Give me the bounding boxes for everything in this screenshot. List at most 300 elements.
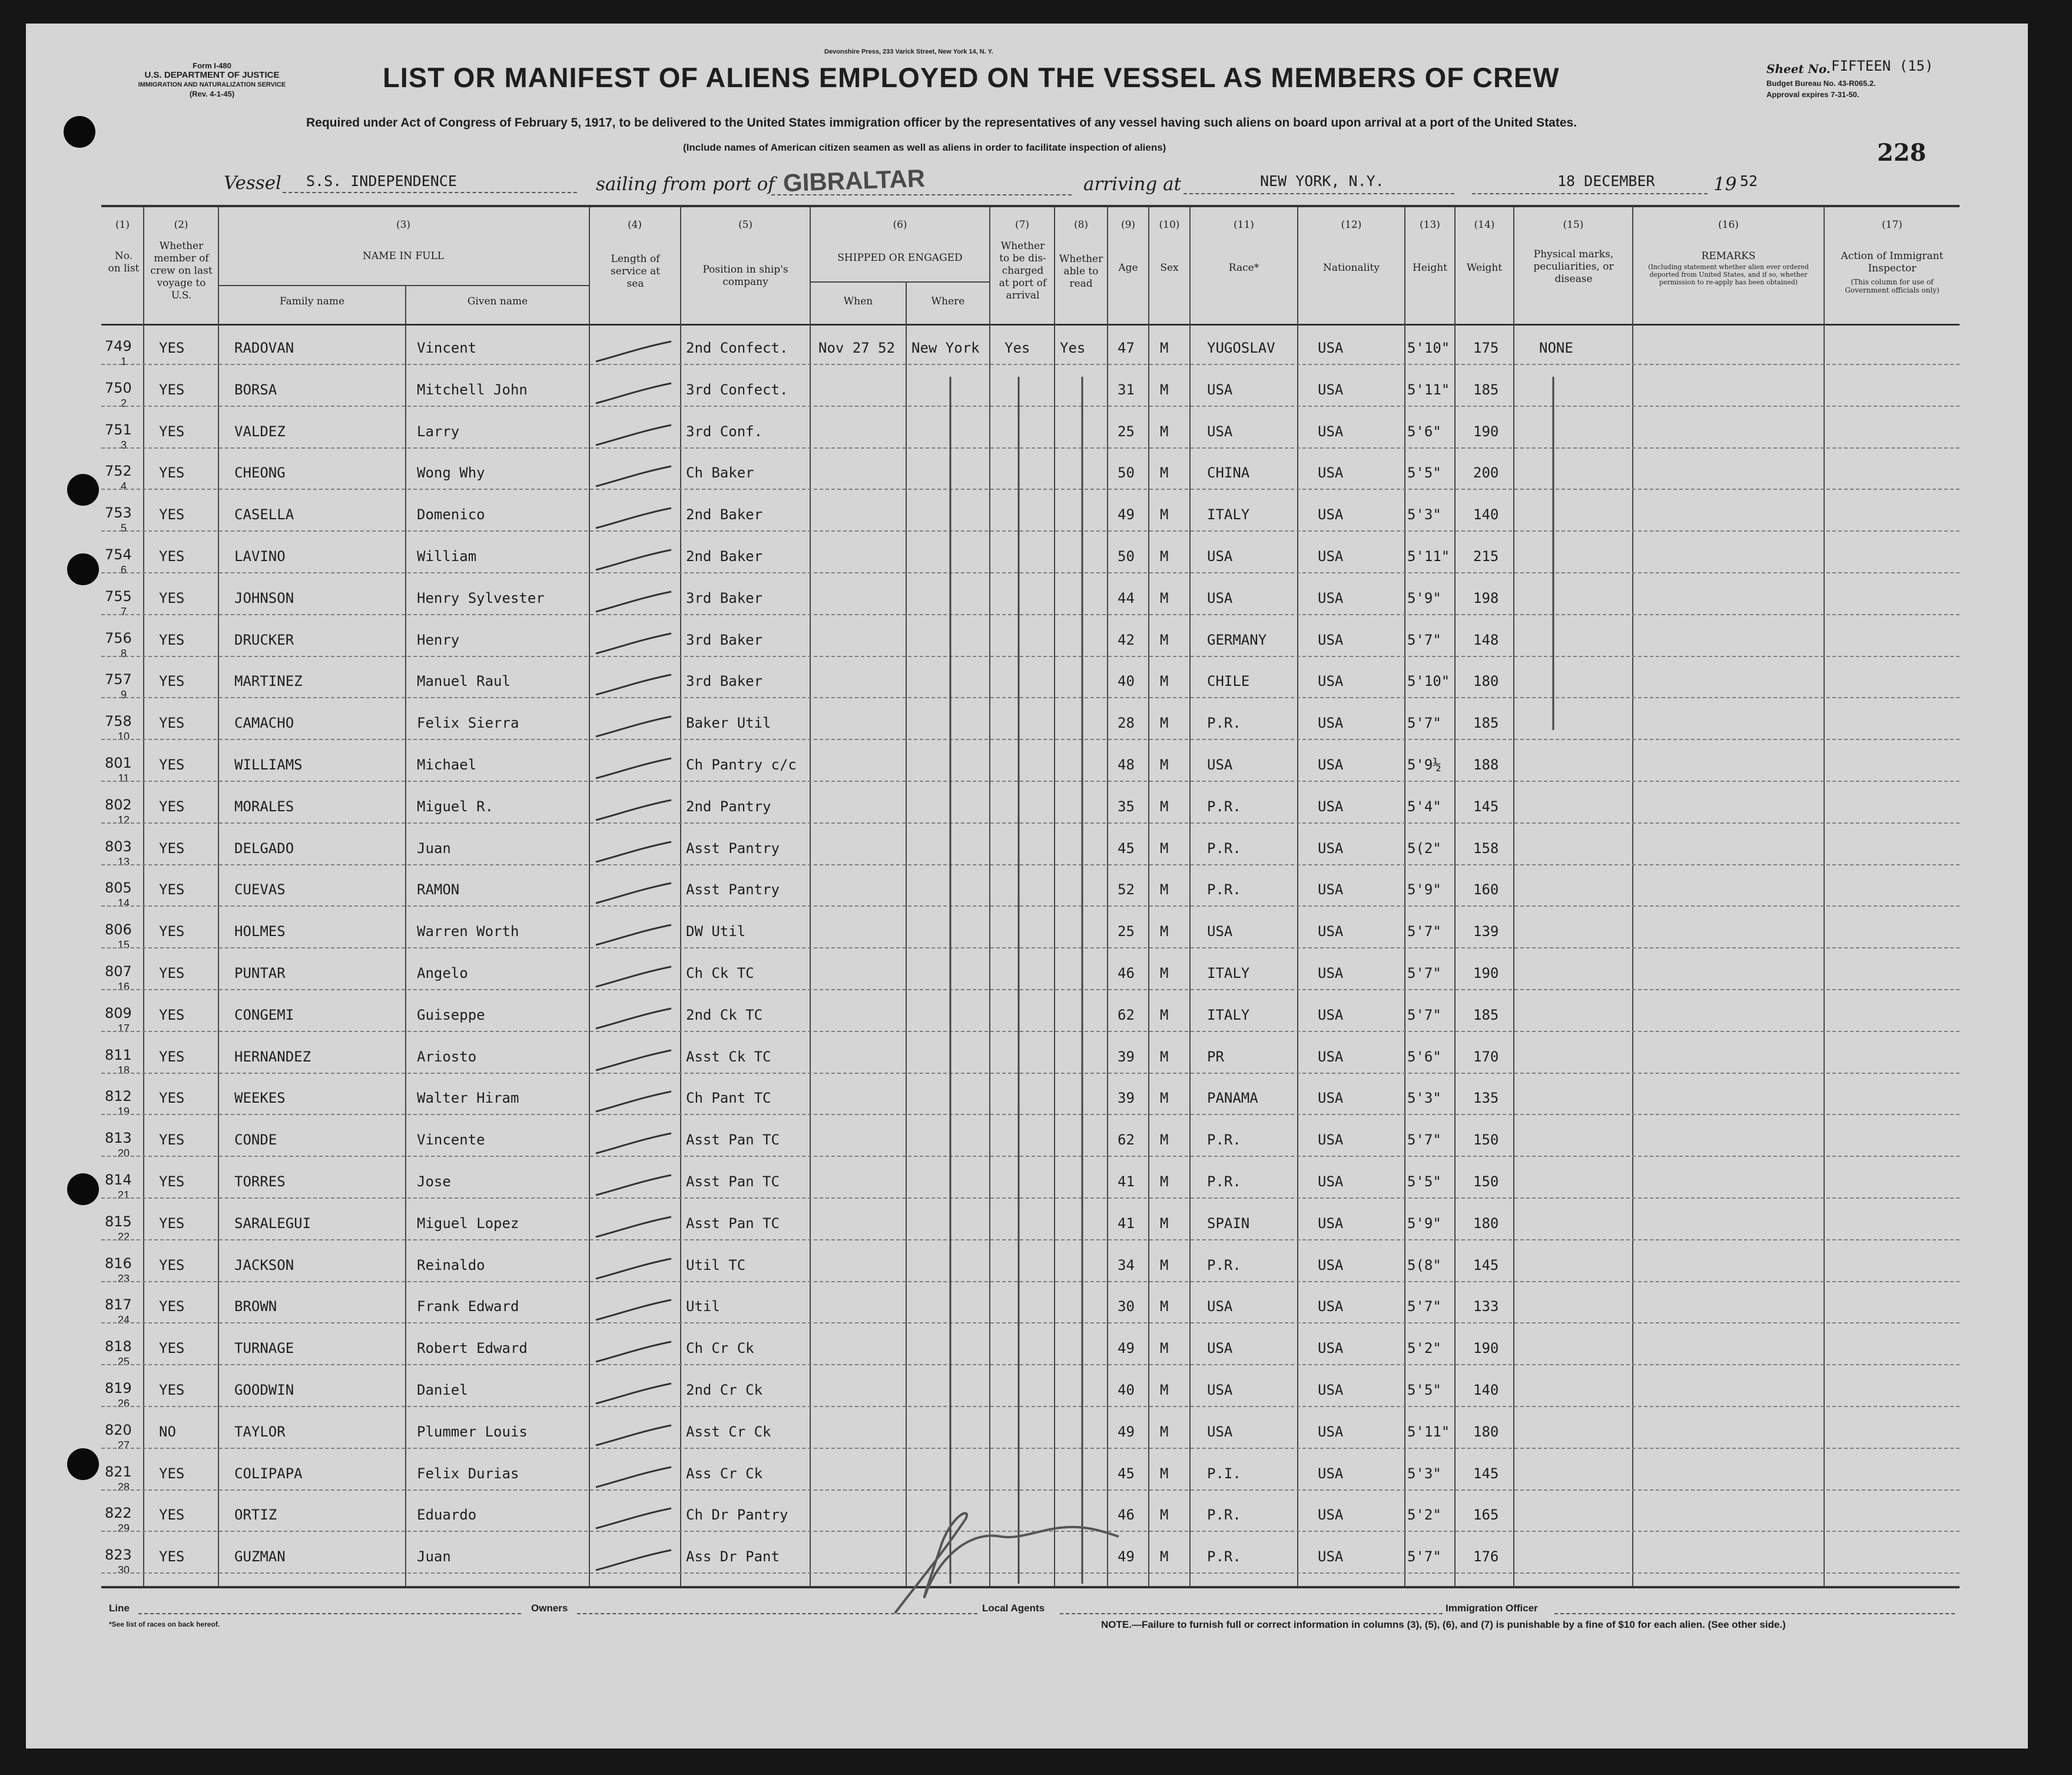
height: 5'3" [1407, 1465, 1441, 1482]
given-name: Vincent [417, 340, 477, 356]
given-name: Mitchell John [417, 381, 528, 398]
position: Ass Dr Pant [686, 1548, 780, 1565]
position: Ch Ck TC [686, 965, 754, 981]
sex: M [1160, 1257, 1169, 1273]
race: USA [1207, 381, 1233, 398]
service-stroke [596, 1050, 671, 1070]
sex: M [1160, 1215, 1169, 1232]
service-stroke [596, 967, 671, 987]
given-name: Manuel Raul [417, 673, 510, 689]
age: 45 [1118, 840, 1135, 857]
position: Ass Cr Ck [686, 1465, 763, 1482]
age: 42 [1118, 632, 1135, 648]
nationality: USA [1318, 798, 1344, 815]
weight: 148 [1473, 632, 1499, 648]
crew-last-voyage: YES [159, 1090, 185, 1106]
age: 39 [1118, 1049, 1135, 1065]
position: Ch Cr Ck [686, 1340, 754, 1356]
family-name: WILLIAMS [234, 757, 303, 773]
height: 5'7" [1407, 965, 1441, 981]
given-name: Warren Worth [417, 923, 519, 940]
nationality: USA [1318, 1049, 1344, 1065]
line-number: 14 [117, 897, 130, 909]
family-name: CAMACHO [234, 715, 294, 731]
age: 50 [1118, 548, 1135, 565]
position: Asst Pan TC [686, 1173, 780, 1190]
sex: M [1160, 1049, 1169, 1065]
arrival-port: NEW YORK, N.Y. [1260, 172, 1384, 190]
line-number: 25 [117, 1356, 130, 1368]
height: 5'9½ [1407, 757, 1441, 773]
list-number: 806 [105, 921, 132, 938]
race: CHILE [1207, 673, 1250, 689]
sex: M [1160, 1090, 1169, 1106]
line-number: 8 [120, 648, 127, 659]
height: 5'7" [1407, 1548, 1441, 1565]
service-stroke [596, 341, 671, 361]
position: Asst Ck TC [686, 1049, 771, 1065]
header-no-on-list: No. on list [108, 250, 140, 274]
race: P.R. [1207, 1132, 1241, 1148]
list-number: 811 [105, 1047, 132, 1063]
service-stroke [596, 1217, 671, 1237]
sex: M [1160, 465, 1169, 481]
year: 52 [1740, 172, 1758, 190]
weight: 133 [1473, 1298, 1499, 1315]
col-num: (4) [627, 219, 642, 231]
line-number: 29 [117, 1522, 130, 1534]
position: 2nd Ck TC [686, 1007, 763, 1023]
position: 3rd Baker [686, 673, 763, 689]
height: 5'9" [1407, 1215, 1441, 1232]
sex: M [1160, 1465, 1169, 1482]
list-number: 823 [105, 1547, 132, 1563]
age: 41 [1118, 1215, 1135, 1232]
crew-last-voyage: YES [159, 1382, 185, 1398]
sex: M [1160, 381, 1169, 398]
revision: (Rev. 4-1-45) [189, 89, 235, 98]
nationality: USA [1318, 632, 1344, 648]
header-position: Position in ship's company [702, 264, 788, 288]
col-num: (5) [738, 219, 753, 231]
position: Ch Pant TC [686, 1090, 771, 1106]
weight: 145 [1473, 798, 1499, 815]
race-footnote: *See list of races on back hereof. [109, 1620, 220, 1628]
race: P.R. [1207, 881, 1241, 898]
height: 5'7" [1407, 632, 1441, 648]
position: 2nd Cr Ck [686, 1382, 763, 1398]
col-num: (15) [1563, 219, 1584, 231]
header-sex: Sex [1160, 262, 1179, 274]
crew-last-voyage: YES [159, 1548, 185, 1565]
crew-last-voyage: YES [159, 506, 185, 523]
line-number: 17 [117, 1023, 130, 1034]
family-name: BORSA [234, 381, 277, 398]
header-where: Where [931, 296, 965, 307]
crew-last-voyage: YES [159, 465, 185, 481]
race: USA [1207, 1298, 1233, 1315]
line-number: 26 [117, 1398, 130, 1409]
age: 39 [1118, 1090, 1135, 1106]
family-name: HERNANDEZ [234, 1049, 311, 1065]
given-name: Plummer Louis [417, 1424, 528, 1440]
line-number: 15 [117, 939, 130, 951]
form-subtitle: Required under Act of Congress of February 5, 1917, to be delivered to the United States immigration officer by the representatives of any vessel having such aliens on board upon arrival at a port of the United States. [306, 116, 1577, 130]
crew-last-voyage: YES [159, 1049, 185, 1065]
col-num: (3) [396, 219, 411, 231]
nationality: USA [1318, 590, 1344, 606]
service-stroke [596, 1259, 671, 1279]
race: P.I. [1207, 1465, 1241, 1482]
service-stroke [596, 383, 671, 403]
weight: 185 [1473, 381, 1499, 398]
weight: 185 [1473, 1007, 1499, 1023]
given-name: Miguel Lopez [417, 1215, 519, 1232]
include-note: (Include names of American citizen seamen as well as aliens in order to facilitate inspection of aliens) [683, 142, 1166, 153]
header-physical-marks: Physical marks, peculiarities, or disease [1533, 248, 1614, 285]
list-number: 805 [105, 880, 132, 896]
position: DW Util [686, 923, 746, 940]
list-number: 756 [105, 630, 132, 646]
given-name: Michael [417, 757, 477, 773]
department: U.S. DEPARTMENT OF JUSTICE [144, 70, 280, 80]
crew-last-voyage: YES [159, 798, 185, 815]
family-name: TORRES [234, 1173, 286, 1190]
list-number: 751 [105, 422, 132, 438]
crew-last-voyage: YES [159, 923, 185, 940]
line-number: 19 [117, 1106, 130, 1117]
crew-last-voyage: YES [159, 590, 185, 606]
line-number: 30 [117, 1564, 130, 1576]
sex: M [1160, 715, 1169, 731]
age: 44 [1118, 590, 1135, 606]
height: 5'2" [1407, 1507, 1441, 1523]
line-number: 2 [120, 397, 127, 409]
crew-last-voyage: YES [159, 381, 185, 398]
weight: 180 [1473, 1424, 1499, 1440]
age: 25 [1118, 923, 1135, 940]
height: 5'11" [1407, 1424, 1450, 1440]
crew-last-voyage: YES [159, 632, 185, 648]
service-stroke [596, 508, 671, 528]
line-number: 3 [120, 439, 127, 451]
service-stroke [596, 633, 671, 653]
weight: 175 [1473, 340, 1499, 356]
header-when: When [843, 296, 873, 307]
height: 5'11" [1407, 381, 1450, 398]
list-number: 749 [105, 338, 132, 354]
weight: 158 [1473, 840, 1499, 857]
nationality: USA [1318, 1382, 1344, 1398]
weight: 200 [1473, 465, 1499, 481]
header-inspector-note: (This column for use of Government officials only) [1845, 278, 1940, 294]
weight: 185 [1473, 715, 1499, 731]
race: P.R. [1207, 840, 1241, 857]
sex: M [1160, 923, 1169, 940]
line-number: 23 [117, 1273, 130, 1285]
list-number: 818 [105, 1338, 132, 1355]
physical-marks: NONE [1539, 340, 1573, 356]
line-number: 21 [117, 1189, 130, 1201]
position: Util [686, 1298, 720, 1315]
given-name: Larry [417, 423, 460, 440]
nationality: USA [1318, 881, 1344, 898]
age: 30 [1118, 1298, 1135, 1315]
list-number: 809 [105, 1005, 132, 1021]
race: ITALY [1207, 1007, 1250, 1023]
list-number: 802 [105, 797, 132, 813]
sex: M [1160, 798, 1169, 815]
given-name: Ariosto [417, 1049, 477, 1065]
given-name: Jose [417, 1173, 451, 1190]
agents-underline [1060, 1613, 1443, 1614]
position: 3rd Conf. [686, 423, 763, 440]
given-name: Felix Durias [417, 1465, 519, 1482]
weight: 190 [1473, 1340, 1499, 1356]
crew-last-voyage: YES [159, 1007, 185, 1023]
list-number: 801 [105, 755, 132, 771]
line-number: 11 [118, 772, 130, 784]
owners-underline [577, 1613, 977, 1614]
header-age: Age [1118, 262, 1138, 274]
service-stroke [596, 1425, 671, 1445]
list-number: 821 [105, 1464, 132, 1480]
service-stroke [596, 758, 671, 778]
crew-last-voyage: YES [159, 1507, 185, 1523]
sex: M [1160, 881, 1169, 898]
sex: M [1160, 757, 1169, 773]
nationality: USA [1318, 965, 1344, 981]
able-to-read: Yes [1060, 340, 1086, 356]
crew-last-voyage: YES [159, 1465, 185, 1482]
service-stroke [596, 1550, 671, 1570]
service-stroke [596, 592, 671, 612]
age: 52 [1118, 881, 1135, 898]
nationality: USA [1318, 1173, 1344, 1190]
family-name: CONGEMI [234, 1007, 294, 1023]
position: 3rd Baker [686, 590, 763, 606]
weight: 165 [1473, 1507, 1499, 1523]
given-name: William [417, 548, 477, 565]
service-stroke [596, 925, 671, 945]
printer-line: Devonshire Press, 233 Varick Street, New York 14, N. Y. [824, 48, 993, 55]
line-number: 5 [120, 522, 127, 534]
list-number: 758 [105, 713, 132, 729]
line-number: 7 [120, 606, 127, 618]
race: USA [1207, 1424, 1233, 1440]
list-number: 750 [105, 380, 132, 396]
sex: M [1160, 1548, 1169, 1565]
position: Asst Pantry [686, 881, 780, 898]
service-stroke [596, 550, 671, 570]
port-stamp: GIBRALTAR [783, 164, 926, 197]
position: Asst Pantry [686, 840, 780, 857]
age: 49 [1118, 1340, 1135, 1356]
sex: M [1160, 506, 1169, 523]
crew-last-voyage: YES [159, 340, 185, 356]
position: 2nd Baker [686, 506, 763, 523]
line-number: 22 [117, 1231, 130, 1243]
family-name: JOHNSON [234, 590, 294, 606]
nationality: USA [1318, 381, 1344, 398]
officer-label: Immigration Officer [1446, 1603, 1538, 1614]
position: Asst Pan TC [686, 1215, 780, 1232]
nationality: USA [1318, 548, 1344, 565]
sex: M [1160, 423, 1169, 440]
weight: 180 [1473, 1215, 1499, 1232]
height: 5(2" [1407, 840, 1441, 857]
list-number: 822 [105, 1505, 132, 1521]
header-shipped-engaged: SHIPPED OR ENGAGED [837, 252, 963, 264]
header-discharged: Whether to be dis-charged at port of arrival [999, 240, 1047, 301]
col-num: (16) [1718, 219, 1739, 231]
family-name: GOODWIN [234, 1382, 294, 1398]
budget-number: Budget Bureau No. 43-R065.2. [1766, 79, 1876, 88]
weight: 139 [1473, 923, 1499, 940]
vessel-label: Vessel [224, 172, 281, 194]
list-number: 807 [105, 963, 132, 980]
height: 5'5" [1407, 465, 1441, 481]
height: 5'9" [1407, 590, 1441, 606]
height: 5'4" [1407, 798, 1441, 815]
height: 5'7" [1407, 923, 1441, 940]
shipped-where: New York [911, 340, 980, 356]
height: 5'6" [1407, 1049, 1441, 1065]
family-name: ORTIZ [234, 1507, 277, 1523]
family-name: CASELLA [234, 506, 294, 523]
col-num: (11) [1234, 219, 1254, 231]
weight: 160 [1473, 881, 1499, 898]
age: 41 [1118, 1173, 1135, 1190]
sex: M [1160, 340, 1169, 356]
service-strokes [596, 341, 671, 1570]
crew-last-voyage: YES [159, 1132, 185, 1148]
race: PANAMA [1207, 1090, 1258, 1106]
nationality: USA [1318, 1424, 1344, 1440]
service-stroke [596, 842, 671, 862]
family-name: VALDEZ [234, 423, 286, 440]
family-name: JACKSON [234, 1257, 294, 1273]
discharged: Yes [1004, 340, 1030, 356]
col-num: (14) [1474, 219, 1495, 231]
arriving-label: arriving at [1083, 174, 1182, 195]
header-given-name: Given name [467, 296, 528, 307]
crew-last-voyage: YES [159, 673, 185, 689]
sex: M [1160, 1507, 1169, 1523]
list-number: 814 [105, 1172, 132, 1188]
nationality: USA [1318, 1132, 1344, 1148]
position: 3rd Baker [686, 632, 763, 648]
list-number: 755 [105, 588, 132, 605]
given-name: Vincente [417, 1132, 485, 1148]
height: 5'3" [1407, 1090, 1441, 1106]
line-number: 18 [117, 1064, 130, 1076]
family-name: PUNTAR [234, 965, 286, 981]
sex: M [1160, 840, 1169, 857]
sex: M [1160, 1424, 1169, 1440]
position: Ch Pantry c/c [686, 757, 797, 773]
age: 28 [1118, 715, 1135, 731]
line-number: 24 [117, 1314, 130, 1326]
sheet-number: FIFTEEN (15) [1831, 58, 1934, 74]
race: P.R. [1207, 1173, 1241, 1190]
position: 3rd Confect. [686, 381, 788, 398]
race: USA [1207, 1382, 1233, 1398]
form-title: LIST OR MANIFEST OF ALIENS EMPLOYED ON THE VESSEL AS MEMBERS OF CREW [383, 62, 1560, 93]
family-name: MORALES [234, 798, 294, 815]
age: 25 [1118, 423, 1135, 440]
crew-last-voyage: YES [159, 840, 185, 857]
race: PR [1207, 1049, 1224, 1065]
position: 2nd Pantry [686, 798, 771, 815]
given-name: Eduardo [417, 1507, 477, 1523]
position: 2nd Confect. [686, 340, 788, 356]
weight: 135 [1473, 1090, 1499, 1106]
age: 62 [1118, 1132, 1135, 1148]
family-name: CONDE [234, 1132, 277, 1148]
race: SPAIN [1207, 1215, 1250, 1232]
position: 2nd Baker [686, 548, 763, 565]
sex: M [1160, 548, 1169, 565]
position: Asst Cr Ck [686, 1424, 771, 1440]
header-weight: Weight [1466, 262, 1503, 274]
given-name: Frank Edward [417, 1298, 519, 1315]
race: ITALY [1207, 506, 1250, 523]
vessel-name: S.S. INDEPENDENCE [306, 172, 457, 190]
service-stroke [596, 1342, 671, 1362]
header-length-of-service: Length of service at sea [611, 253, 660, 290]
sex: M [1160, 1132, 1169, 1148]
height: 5'10" [1407, 340, 1450, 356]
weight: 150 [1473, 1132, 1499, 1148]
nationality: USA [1318, 423, 1344, 440]
list-number: 813 [105, 1130, 132, 1146]
given-name: Angelo [417, 965, 468, 981]
col-num: (6) [893, 219, 907, 231]
crew-last-voyage: YES [159, 423, 185, 440]
race: USA [1207, 423, 1233, 440]
nationality: USA [1318, 1548, 1344, 1565]
position: Ch Baker [686, 465, 754, 481]
col-num: (8) [1073, 219, 1089, 231]
col-num: (2) [174, 219, 188, 231]
given-name: Domenico [417, 506, 485, 523]
sex: M [1160, 1007, 1169, 1023]
weight: 180 [1473, 673, 1499, 689]
crew-last-voyage: YES [159, 965, 185, 981]
list-number: 752 [105, 463, 132, 479]
line-number: 12 [117, 814, 130, 826]
year-prefix: 19 [1713, 174, 1737, 195]
line-number: 27 [117, 1439, 130, 1451]
approval-expiry: Approval expires 7-31-50. [1766, 90, 1859, 99]
age: 47 [1118, 340, 1135, 356]
family-name: SARALEGUI [234, 1215, 311, 1232]
given-name: Felix Sierra [417, 715, 519, 731]
age: 48 [1118, 757, 1135, 773]
race: YUGOSLAV [1207, 340, 1275, 356]
service-stroke [596, 883, 671, 903]
position: Baker Util [686, 715, 771, 731]
race: USA [1207, 757, 1233, 773]
col-num: (17) [1882, 219, 1902, 231]
family-name: MARTINEZ [234, 673, 303, 689]
list-number: 820 [105, 1422, 132, 1438]
service-stroke [596, 1300, 671, 1320]
race: USA [1207, 1340, 1233, 1356]
crew-last-voyage: YES [159, 548, 185, 565]
given-name: RAMON [417, 881, 460, 898]
